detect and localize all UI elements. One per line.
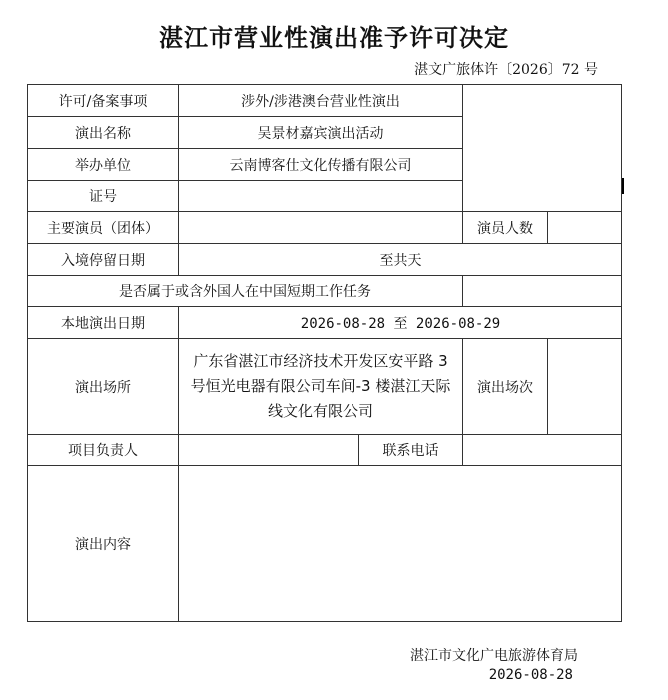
phone-label: 联系电话 [359,435,463,466]
show-name-label: 演出名称 [28,117,179,149]
organizer-value: 云南博客仕文化传播有限公司 [179,149,463,181]
entry-stay-label: 入境停留日期 [28,244,179,276]
content-value [179,466,622,621]
local-dates-value: 2026-08-28 至 2026-08-29 [179,307,622,339]
short-term-work-value [463,276,622,307]
project-lead-label: 项目负责人 [28,435,179,466]
venue-value: 广东省湛江市经济技术开发区安平路 3 号恒光电器有限公司车间-3 楼湛江天际线文化有限公司 [179,339,463,435]
blank-side-cell [463,85,622,212]
performer-count-value [548,212,622,244]
content-label: 演出内容 [28,466,179,621]
phone-value [463,435,622,466]
show-name-value: 吴景材嘉宾演出活动 [179,117,463,149]
organizer-label: 举办单位 [28,149,179,181]
sessions-value [548,339,622,435]
license-form-table [27,84,622,622]
cert-no-value [179,181,463,212]
venue-label: 演出场所 [28,339,179,435]
issuing-authority: 湛江市文化广电旅游体育局 [410,648,578,664]
entry-stay-value: 至共天 [179,244,622,276]
main-performers-value [179,212,463,244]
document-number: 湛文广旅体许〔2026〕72 号 [414,62,598,78]
issue-date: 2026-08-28 [488,667,573,683]
performer-count-label: 演员人数 [463,212,548,244]
license-type-value: 涉外/涉港澳台营业性演出 [179,85,463,117]
page-title: 湛江市营业性演出准予许可决定 [159,23,509,52]
short-term-work-label: 是否属于或含外国人在中国短期工作任务 [28,276,463,307]
cert-no-label: 证号 [28,181,179,212]
local-dates-label: 本地演出日期 [28,307,179,339]
text-cursor [622,178,624,194]
sessions-label: 演出场次 [463,339,548,435]
license-type-label: 许可/备案事项 [28,85,179,117]
project-lead-value [179,435,359,466]
main-performers-label: 主要演员（团体） [28,212,179,244]
